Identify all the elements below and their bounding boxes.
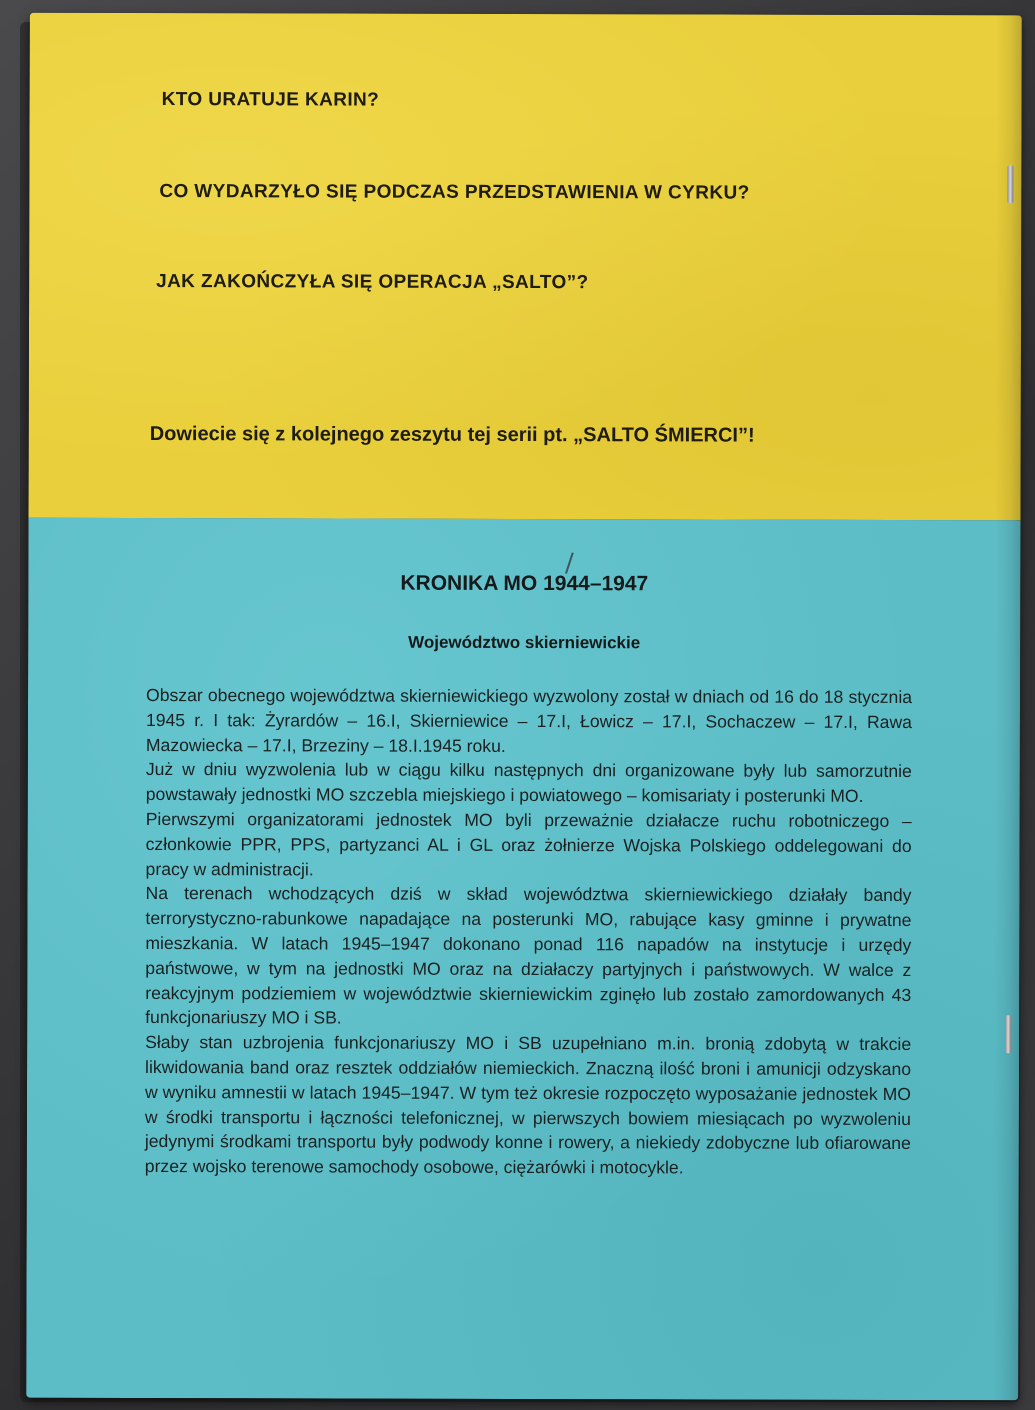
next-issue-tagline: Dowiecie się z kolejnego zeszytu tej serii pt. „SALTO ŚMIERCI”! xyxy=(149,423,755,447)
staple-top xyxy=(1007,165,1013,203)
chronicle-paragraph-1: Obszar obecnego województwa skierniewickiego wyzwolony został w dniach od 16 do 18 stycznia 1945 r. I tak: Żyrardów – 16.I, Skierniewice – 17.I, Łowicz – 17.I, Sochaczew – 17.I, Rawa Mazowiecka – 17.I, Brzeziny – 18.I.1945 roku. xyxy=(145,685,913,756)
spine-fold xyxy=(992,15,1022,1400)
chronicle-paragraph-5: Słaby stan uzbrojenia funkcjonariuszy MO i SB uzupełniano m.in. bronią zdobytą w trakcie likwidowania band oraz resztek oddziałów niemieckich. Znaczną ilość broni i amunicji odzyskano w wyniku amnestii w latach 1945–1947. W tym też okresie rozpoczęto wyposażanie jednostek MO w środki transportu i łączności telefonicznej, w pierwszych bowiem miesiącach po wyzwoleniu jedynymi środkami transportu były podwody konne i rowery, a niekiedy zdobyczne lub ofiarowane przez wojsko terenowe samochody osobowe, ciężarówki i motocykle. xyxy=(144,1032,912,1178)
chronicle-subtitle: Województwo skierniewickie xyxy=(408,632,641,653)
teaser-panel xyxy=(28,13,1021,521)
chronicle-paragraph-4: Na terenach wchodzących dziś w skład województwa skierniewickiego działały bandy terrorystyczno-rabunkowe napadające na posterunki MO, rabujące kasy gminne i prywatne mieszkania. W latach 1945–1947 dokonano ponad 116 napadów na instytucje i urzędy państwowe, w tym na jednostki MO oraz na działaczy partyjnych i państwowych. W walce z reakcyjnym podziemiem w województwie skierniewickim zginęło lub zostało zamordowanych 43 funkcjonariuszy MO i SB. xyxy=(145,883,912,1028)
staple-bottom xyxy=(1005,1015,1011,1053)
booklet-back-cover xyxy=(26,13,1022,1401)
teaser-question-2: CO WYDARZYŁO SIĘ PODCZAS PRZEDSTAWIENIA W CYRKU? xyxy=(159,181,750,204)
teaser-question-1: KTO URATUJE KARIN? xyxy=(161,89,380,111)
teaser-question-3: JAK ZAKOŃCZYŁA SIĘ OPERACJA „SALTO”? xyxy=(156,271,589,294)
chronicle-paragraph-2: Już w dniu wyzwolenia lub w ciągu kilku następnych dni organizowane były lub samorzutnie powstawały jednostki MO szczebla miejskiego i powiatowego – komisariaty i posterunki MO. xyxy=(145,759,912,807)
chronicle-title: KRONIKA MO 1944–1947 xyxy=(400,571,649,596)
chronicle-paragraph-3: Pierwszymi organizatorami jednostek MO byli przeważnie działacze ruchu robotniczego – członkowie PPR, PPS, partyzanci AL i GL oraz żołnierze Wojska Polskiego oddelegowani do pracy w administracji. xyxy=(145,808,912,880)
chronicle-body xyxy=(145,683,912,1181)
